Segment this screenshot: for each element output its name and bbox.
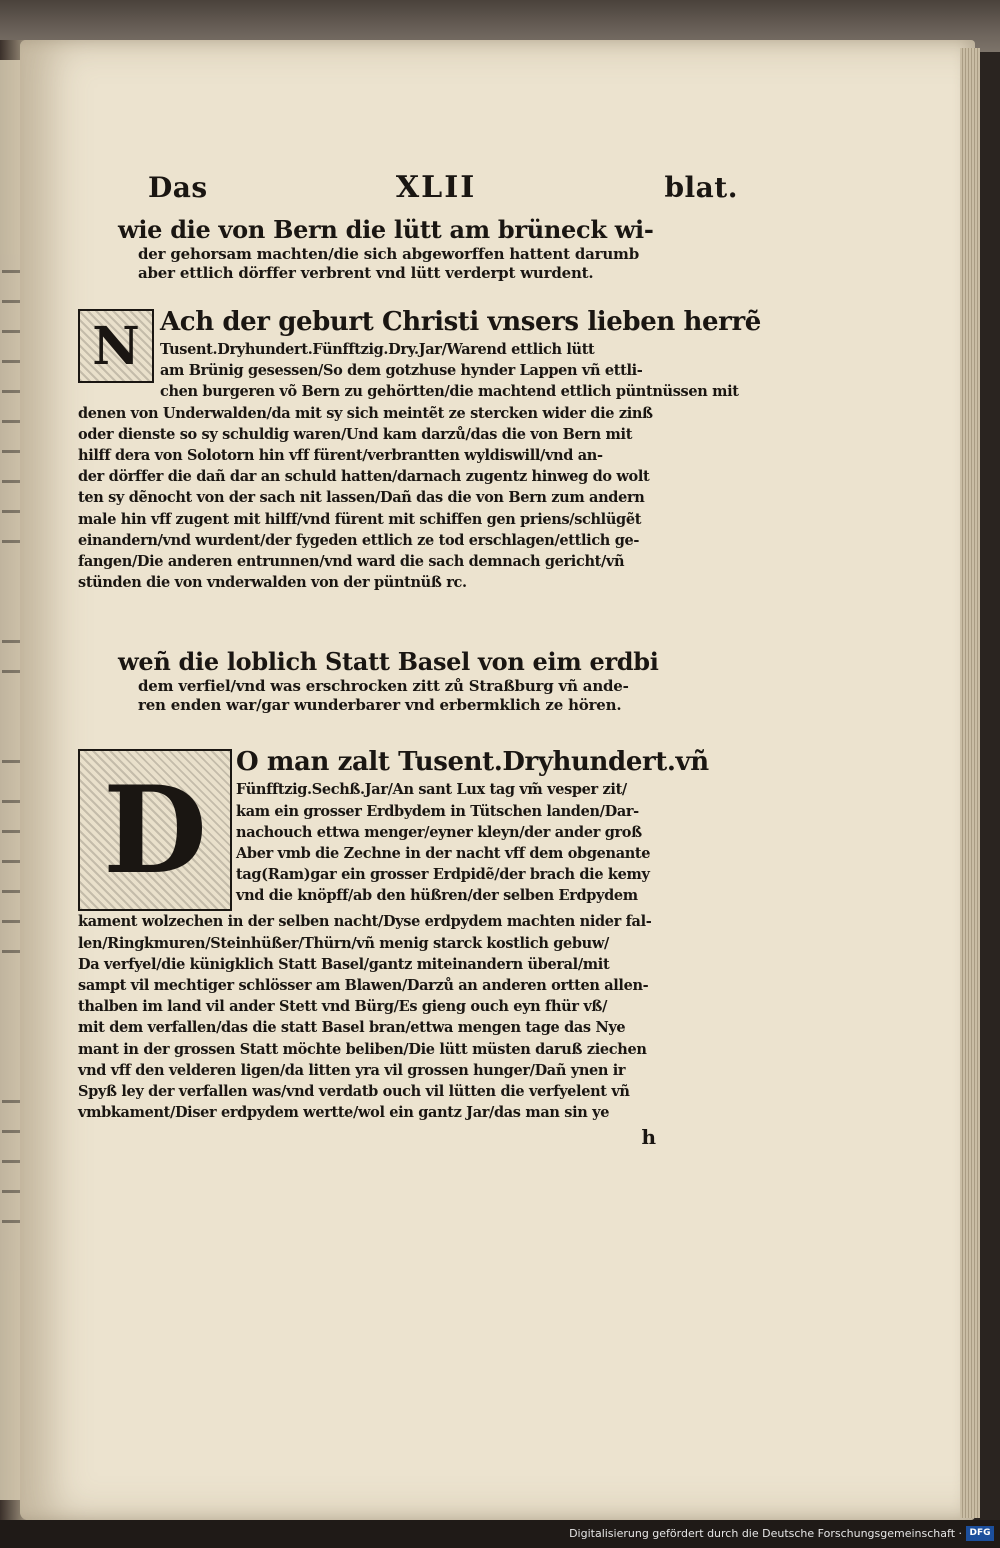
body-line: Da verfyel/die künigklich Statt Basel/gantz miteinandern überal/mit xyxy=(78,955,610,973)
decorated-initial: D xyxy=(78,749,232,911)
body-line: mit dem verfallen/das die statt Basel bran/ettwa mengen tage das Nye xyxy=(78,1019,626,1037)
body-line: der dörffer die dañ dar an schuld hatten/darnach zugentz hinweg do wolt xyxy=(78,468,650,486)
body-line: len/Ringkmuren/Steinhüßer/Thürn/vñ menig starck kostlich gebuw/ xyxy=(78,934,609,952)
running-head-right: blat. xyxy=(664,171,738,204)
chapter-heading-line: aber ettlich dörffer verbrent vnd lütt verderpt wurdent. xyxy=(138,264,594,282)
funding-credit: Digitalisierung gefördert durch die Deutsche Forschungsgemeinschaft · xyxy=(569,1527,962,1540)
body-line: thalben im land vil ander Stett vnd Bürg/Es gieng ouch eyn fhür vß/ xyxy=(78,998,608,1016)
chapter-body-2 xyxy=(78,745,718,1149)
body-line: Spyß ley der verfallen was/vnd verdatb ouch vil lütten die verfyelent vñ xyxy=(78,1083,630,1101)
chapter-heading-first-line: weñ die loblich Statt Basel von eim erdbi xyxy=(118,647,659,677)
catchword: h xyxy=(641,1125,656,1150)
decorated-initial: N xyxy=(78,309,154,383)
chapter-heading-1 xyxy=(118,215,718,283)
body-line: vnd vff den velderen ligen/da litten yra vil grossen hunger/Dañ ynen ir xyxy=(78,1061,626,1079)
body-line: stünden die von vnderwalden von der püntnüß rc. xyxy=(78,574,467,592)
body-first-line: O man zalt Tusent.Dryhundert.vñ xyxy=(236,747,709,778)
body-line: Aber vmb die Zechne in der nacht vff dem obgenante xyxy=(236,845,651,863)
body-first-line: Ach der geburt Christi vnsers lieben herrẽ xyxy=(160,307,761,337)
body-line: ten sy dẽnocht von der sach nit lassen/Dañ das die von Bern zum andern xyxy=(78,489,645,507)
chapter-heading-line: ren enden war/gar wunderbarer vnd erbermklich ze hören. xyxy=(138,696,622,715)
body-line: Fünfftzig.Sechß.Jar/An sant Lux tag vm̃ vesper zit/ xyxy=(236,781,627,799)
body-line: am Brünig gesessen/So dem gotzhuse hynder Lappen vñ ettli- xyxy=(160,362,643,380)
folio-number: XLII xyxy=(395,170,477,205)
body-line: fangen/Die anderen entrunnen/vnd ward die sach demnach gericht/vñ xyxy=(78,553,625,571)
body-line: einandern/vnd wurdent/der fygeden ettlich ze tod erschlagen/ettlich ge- xyxy=(78,531,640,549)
body-line: Tusent.Dryhundert.Fünfftzig.Dry.Jar/Warend ettlich lütt xyxy=(160,341,595,358)
chapter-heading-line: dem verfiel/vnd was erschrocken zitt zů Straßburg vñ ande- xyxy=(138,677,629,696)
body-line: tag(Ram)gar ein grosser Erdpidẽ/der brach die kemy xyxy=(236,866,650,884)
body-line: denen von Underwalden/da mit sy sich meintẽt ze stercken wider die zinß xyxy=(78,404,653,422)
body-line: kament wolzechen in der selben nacht/Dyse erdpydem machten nider fal- xyxy=(78,913,652,931)
body-line: mant in der grossen Statt möchte beliben/Die lütt müsten daruß ziechen xyxy=(78,1040,647,1058)
page-text-block xyxy=(78,170,761,1150)
page-stack-edge xyxy=(960,48,980,1518)
body-line: vnd die knöpff/ab den hüßren/der selben Erdpydem xyxy=(236,887,638,905)
body-line: kam ein grosser Erdbydem in Tütschen landen/Dar- xyxy=(236,802,639,820)
running-head xyxy=(148,170,738,205)
body-line: hilff dera von Solotorn hin vff fürent/verbrantten wyldiswill/vnd an- xyxy=(78,447,603,465)
body-line: male hin vff zugent mit hilff/vnd fürent mit schiffen gen priens/schlügẽt xyxy=(78,510,642,528)
chapter-heading-line: der gehorsam machten/die sich abgeworffen hattent darumb xyxy=(138,245,639,263)
body-line: vmbkament/Diser erdpydem wertte/wol ein gantz Jar/das man sin ye xyxy=(78,1104,610,1122)
chapter-heading-first-line: wie die von Bern die lütt am brüneck wi- xyxy=(118,215,654,244)
body-line: sampt vil mechtiger schlösser am Blawen/Darzů an anderen ortten allen- xyxy=(78,977,649,995)
body-line: chen burgeren võ Bern zu gehörtten/die machtend ettlich püntnüssen mit xyxy=(160,383,739,401)
chapter-body-1 xyxy=(78,305,761,593)
body-line: oder dienste so sy schuldig waren/Und kam darzů/das die von Bern mit xyxy=(78,425,633,443)
body-line: nachouch ettwa menger/eyner kleyn/der ander groß xyxy=(236,823,642,841)
running-head-left: Das xyxy=(148,171,208,204)
dfg-logo: DFG xyxy=(966,1526,994,1541)
chapter-heading-2 xyxy=(118,647,718,715)
